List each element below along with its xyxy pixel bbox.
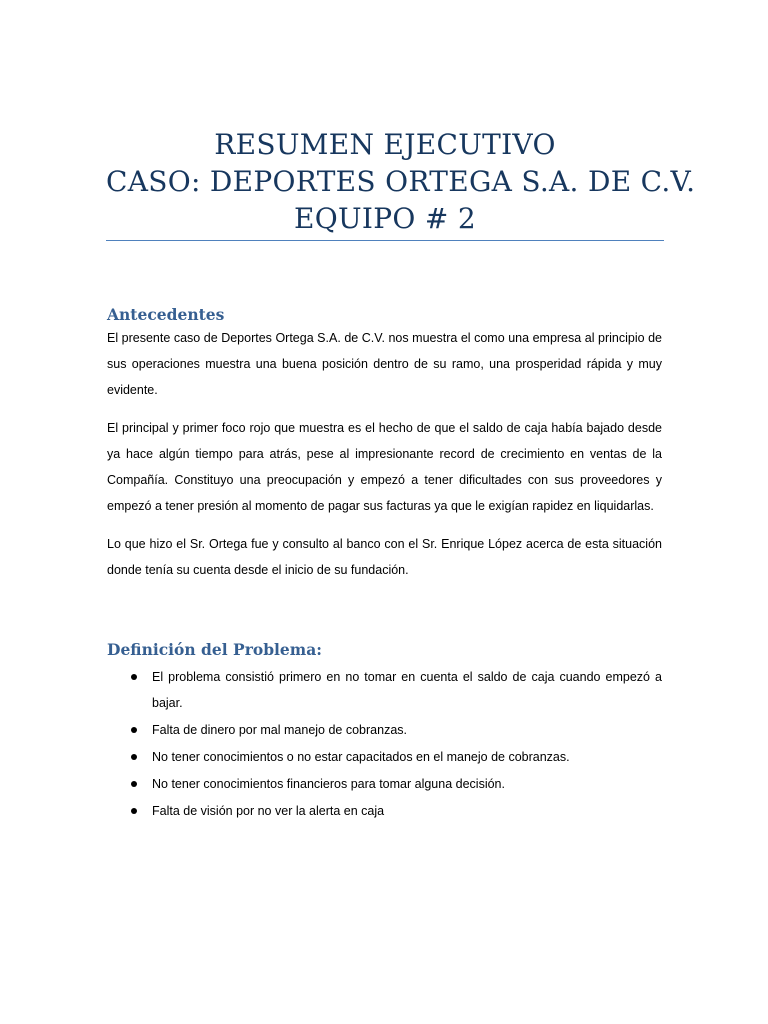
- paragraph: El presente caso de Deportes Ortega S.A. de C.V. nos muestra el como una empresa al principio de sus operaciones muestra una buena posición dentro de su ramo, una prosperidad rápida y muy evidente.: [107, 331, 662, 397]
- title-divider: [106, 240, 664, 241]
- bullet-icon: [131, 781, 137, 787]
- section-definicion-problema: [107, 640, 662, 825]
- bullet-icon: [131, 754, 137, 760]
- title-line-3: EQUIPO # 2: [294, 202, 476, 235]
- title-line-2: CASO: DEPORTES ORTEGA S.A. DE C.V.: [106, 165, 696, 198]
- list-item-text: No tener conocimientos financieros para tomar alguna decisión.: [152, 777, 505, 791]
- paragraph: El principal y primer foco rojo que muestra es el hecho de que el saldo de caja había bajado desde ya hace algún tiempo para atrás, pese al impresionante record de crecimiento en ventas de la Compañía. Constituyo una preocupación y empezó a tener dificultades con sus proveedores y empezó a tener presión al momento de pagar sus facturas ya que le exigían rapidez en liquidarlas.: [107, 421, 662, 513]
- problem-list: [107, 664, 662, 824]
- list-item: [107, 744, 662, 770]
- list-item: [107, 717, 662, 743]
- bullet-icon: [131, 727, 137, 733]
- list-item: [107, 771, 662, 797]
- list-item: [107, 664, 662, 716]
- document-title: [106, 126, 696, 237]
- section-heading-antecedentes: Antecedentes: [107, 305, 225, 324]
- list-item-text: El problema consistió primero en no tomar en cuenta el saldo de caja cuando empezó a bajar.: [152, 670, 662, 710]
- list-item: [107, 798, 662, 824]
- list-item-text: Falta de dinero por mal manejo de cobranzas.: [152, 723, 408, 737]
- paragraph: Lo que hizo el Sr. Ortega fue y consulto al banco con el Sr. Enrique López acerca de esta situación donde tenía su cuenta desde el inicio de su fundación.: [107, 537, 662, 577]
- bullet-icon: [131, 808, 137, 814]
- list-item-text: Falta de visión por no ver la alerta en caja: [152, 804, 385, 818]
- title-line-1: RESUMEN EJECUTIVO: [214, 128, 556, 161]
- section-heading-problema: Definición del Problema:: [107, 640, 322, 659]
- list-item-text: No tener conocimientos o no estar capacitados en el manejo de cobranzas.: [152, 750, 570, 764]
- section-antecedentes: [107, 305, 662, 595]
- bullet-icon: [131, 674, 137, 680]
